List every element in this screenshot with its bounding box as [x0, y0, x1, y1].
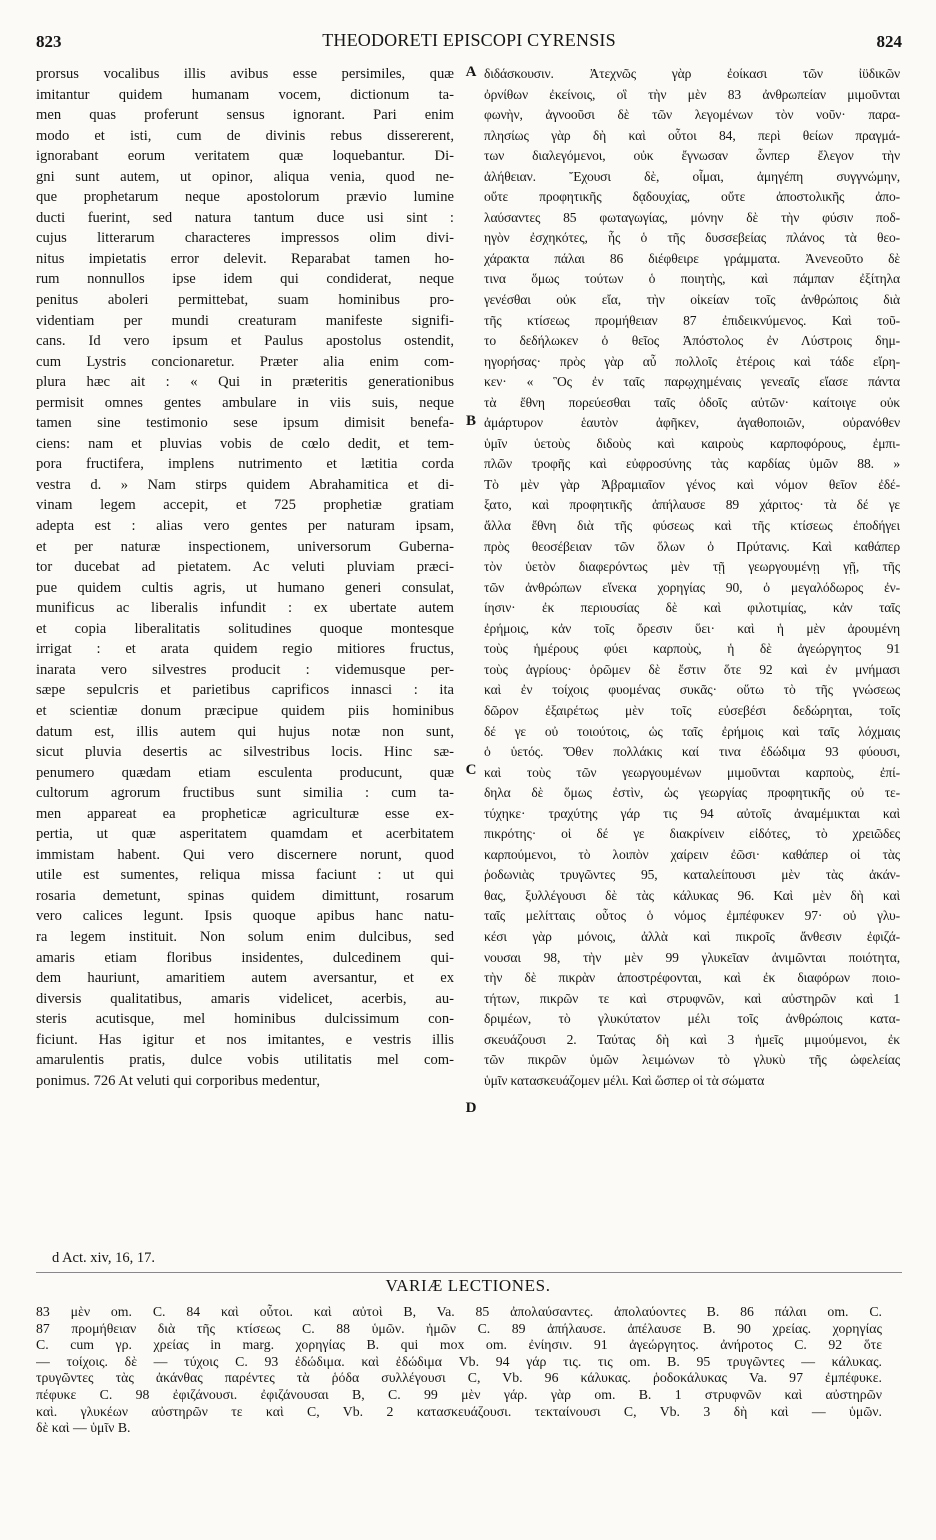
page-number-left: 823 — [36, 32, 62, 51]
greek-text-line: ῥοδωνιὰς τρυγῶντες 95, καταλείπουσι μὲν τὰς ἀκάν- — [484, 867, 900, 883]
greek-text-line: Τὸ μὲν γὰρ Ἀβραμιαῖον γένος καὶ νόμον θεῖον ἐδέ- — [484, 476, 900, 492]
greek-text-line: των διαλεγόμενοι, οὐκ ἔγνωσαν ὧνπερ ἔλεγον τὴν — [484, 148, 900, 164]
variant-reading-line: καὶ. γλυκέων αὐστηρῶν τε καὶ C, Vb. 2 κατασκευάζουσι. τεκταίνουσι C, Vb. 3 δὴ καὶ — ὑμῶν. — [36, 1403, 882, 1419]
greek-text-line: καὶ ἐν τοίχοις φυομένας συκᾶς· οὕτω τὸ τῆς γνώσεως — [484, 682, 900, 698]
greek-text-line: πλῶν τροφῆς καὶ εὐφροσύνης τὰς καρδίας ὑμῶν 88. » — [484, 456, 900, 472]
latin-text-line: amaris etiam floribus insidentes, dulcedinem qui- — [36, 949, 454, 966]
latin-text-line: sæpe sepulcris et parietibus caprificos innasci : ita — [36, 682, 454, 699]
latin-text-line: cujus litterarum characteres impressos olim divi- — [36, 230, 454, 247]
latin-text-line: immistam habent. Qui vero discernere norunt, quod — [36, 846, 454, 863]
greek-text-line: ξατο, καὶ προφητικῆς ἀπήλαυσε 89 χάριτος· τὰ δέ γε — [484, 497, 900, 513]
latin-text-line: ducti fuerint, sed natura tantum duce usi sint : — [36, 209, 454, 226]
greek-text-line: φωνὴν, ἀγνοοῦσι δὲ τῶν λεγομένων τὸν νοῦν· παρα- — [484, 107, 900, 123]
greek-text-line: τὴν δὲ πικρὰν ἀποστρέφονται, καὶ ἐκ διαφόρων ποιο- — [484, 970, 900, 986]
greek-text-line: πλησίως γὰρ δὴ καὶ οὗτοι 84, περὶ θείων πραγμά- — [484, 127, 900, 143]
latin-text-line: datum est, illis autem qui hujus notæ non sunt, — [36, 723, 454, 740]
latin-text-line: que prophetarum neque apostolorum prævio lumine — [36, 189, 454, 206]
latin-text-line: imitantur quidem humanam vocem, dictionum ta- — [36, 86, 454, 103]
latin-text-line: inarata vero silvestres producit : videmusque per- — [36, 661, 454, 678]
latin-text-line: rosaria demetunt, spinas quidem dimittunt, rosarum — [36, 887, 454, 904]
latin-text-line: men quas proferunt sensus ignorant. Pari enim — [36, 107, 454, 124]
latin-text-line: diversis qualitatibus, amaris videlicet, acerbis, au- — [36, 990, 454, 1007]
greek-text-line: τῆς κτίσεως προμήθειαν 87 ἐπιδεικνύμενος. Καὶ τοῦ- — [484, 312, 900, 328]
latin-text-line: penitus aboleri permittebat, suam hominibus pro- — [36, 292, 454, 309]
latin-text-line: pertia, ut quæ asperitatem quamdam et acerbitatem — [36, 826, 454, 843]
greek-text-line: τήτων, πικρῶν τε καὶ στρυφνῶν, καὶ αὐστηρῶν καὶ 1 — [484, 990, 900, 1006]
variant-reading-line: 87 προμήθειαν διὰ τῆς κτίσεως C. 88 ὑμῶν. ἡμῶν C. 89 ἀπήλαυσε. ἀπέλαυσε B. 90 χρείας. χορηγίας — [36, 1320, 882, 1336]
variant-reading-line: δὲ καὶ — ὑμῖν B. — [36, 1420, 131, 1436]
greek-text-line: ηγὸν ἐσχηκότες, ἧς ὁ τῆς δυσσεβείας πλάνος τὰ θεο- — [484, 230, 900, 246]
greek-text-line: χάρακτα πάλαι 86 διέφθειρε γράμματα. Ἀνενεοῦτο δὲ — [484, 250, 900, 266]
greek-text-line: καρπούμενοι, τὸ λοιπὸν χαίρειν ἐῶσι· καθάπερ οἱ τὰς — [484, 846, 900, 862]
greek-text-line: διδάσκουσιν. Ἀτεχνῶς γὰρ ἐοίκασι τῶν ἰϋδικῶν — [484, 66, 900, 81]
footnote: d Act. xiv, 16, 17. — [52, 1250, 155, 1266]
margin-letter-d: D — [465, 1100, 477, 1116]
latin-text-line: ignorabant eorum veritatem quæ loquebantur. Di- — [36, 148, 454, 165]
latin-text-line: permisit omnes gentes ambulare in viis suis, neque — [36, 394, 454, 411]
variae-lectiones-title: VARIÆ LECTIONES. — [385, 1276, 551, 1295]
section-divider — [36, 1272, 902, 1273]
latin-text-line: ponimus. 726 At veluti qui corporibus medentur, — [36, 1072, 320, 1089]
variant-reading-line: πέφυκε C. 98 ἐφιζάνουσι. ἐφιζάνουσαι B, C. 99 μὲν γάρ. γὰρ om. B. 1 στρυφνῶν καὶ αὐστηρῶν — [36, 1386, 882, 1402]
greek-text-line: κέσι γὰρ μόνοις, ἀλλὰ καὶ πικροῖς ἄνθεσιν ἐφιζά- — [484, 928, 900, 944]
greek-text-line: ίησιν· ἐκ περιουσίας δὲ καὶ φιλοτιμίας, κἀν ταῖς — [484, 600, 900, 616]
greek-text-line: λαύσαντες 85 φωταγωγίας, μόνην δὲ τὴν φύσιν ποδ- — [484, 209, 900, 225]
latin-text-line: irrigat : et arata quidem regio mitiores fructus, — [36, 641, 454, 658]
latin-text-line: amarulentis pratis, dulce vobis utilitatis mel com- — [36, 1052, 454, 1069]
greek-text-line: σκευάζουσι 2. Ταύτας δὴ καὶ 3 ἡμεῖς μιμούμενοι, ἐκ — [484, 1031, 900, 1047]
latin-text-line: nitus impietatis error delevit. Reparabat tamen ho- — [36, 250, 454, 267]
greek-text-line: ηγορήσας· πρὸς γὰρ αὖ πολλοῖς ἑτέροις καὶ τάδε εἴρη- — [484, 353, 900, 369]
latin-text-line: ciens: nam et pluvias vobis de cœlo dedit, et tem- — [36, 435, 454, 452]
greek-text-line: ἐρήμοις, κἀν τοῖς ὄρεσιν ὕει· καὶ ἡ μὲν ἀρουμένη — [484, 620, 900, 636]
greek-text-line: νουσαι 98, τὴν μὲν 99 γλυκεῖαν ἀνιμῶνται ποιότητα, — [484, 949, 900, 965]
latin-text-line: vinam legem accepit, et 725 prophetiæ gratiam — [36, 497, 454, 514]
greek-text-line: γενέσθαι οὐκ εἴα, τὴν οἰκείαν τοῖς ἀνθρώποις διὰ — [484, 292, 900, 308]
latin-text-line: vestra d. » Nam stirps quidem Abrahamitica et di- — [36, 476, 454, 493]
greek-text-line: τινα ὅμως τούτων ὁ ποιητὴς, καὶ πάμπαν ἐξίτηλα — [484, 271, 900, 287]
greek-text-line: ὑμῖν ὑετοὺς διδοὺς καὶ καιροὺς καρποφόρους, ἐμπι- — [484, 435, 900, 451]
greek-text-line: δριμέων, τὸ γλυκύτατον μέλι τοῖς ἀνθρώποις κατα- — [484, 1011, 900, 1027]
greek-text-line: καὶ τοὺς τῶν γεωργουμένων μιμοῦνται καρποὺς, ἐπί- — [484, 764, 900, 780]
latin-text-line: rum nonnullos ipse idem qui condiderat, neque — [36, 271, 454, 288]
greek-text-line: πρὸς θεοσέβειαν τῶν ὅλων ὁ Πρύτανις. Καὶ καθάπερ — [484, 538, 900, 554]
latin-text-line: utile est sumentes, reliqua missa faciunt : ut qui — [36, 867, 454, 884]
greek-text-line: τοὺς ἀγρίους· ὁρῶμεν δὲ ἔστιν ὅτε 92 καὶ ἐν μνήμασι — [484, 661, 900, 677]
latin-text-line: cum Lystris concionaretur. Præter alia enim com- — [36, 353, 454, 370]
latin-text-line: steris acutisque, mel hominibus dulcissimum con- — [36, 1011, 454, 1028]
latin-text-line: gni sunt autem, ut opinor, aliqua venia, quod ne- — [36, 168, 454, 185]
latin-text-line: prorsus vocalibus illis avibus esse persimiles, quæ — [36, 66, 454, 82]
latin-text-line: plura hæc ait : « Qui in præteritis generationibus — [36, 374, 454, 391]
variant-reading-line: 83 μὲν om. C. 84 καὶ οὗτοι. καὶ αὐτοὶ B, Va. 85 ἀπολαύσαντες. ἀπολαύοντες B. 86 πάλαι om. C. — [36, 1304, 882, 1319]
greek-text-line: ὀρνίθων ἐκείνοις, οἳ τὴν μὲν 83 ἀνθρωπείαν μιμοῦνται — [484, 86, 900, 102]
variant-reading-line: — τοίχοις. δὲ — τύχοις C. 93 ἐδώδιμα. καὶ ἐδώδιμα Vb. 94 γάρ τις. τις om. B. 95 τρυγῶντες — κάλυκας. — [36, 1353, 882, 1369]
latin-text-line: cans. Id vero ipsum et Paulus apostolus ostendit, — [36, 333, 454, 350]
latin-text-line: ra legem instituit. Non solum enim dulcibus, sed — [36, 928, 454, 945]
latin-text-line: tamen sine testimonio sese ipsum dimisit benefa- — [36, 415, 454, 432]
greek-text-line: ὑμῖν κατασκευάζομεν μέλι. Καὶ ὥσπερ οἱ τὰ σώματα — [484, 1072, 765, 1088]
latin-text-line: vero calices legunt. Ipsis quoque apibus hanc natu- — [36, 908, 454, 925]
latin-text-line: dem hauriunt, amaritiem autem aversantur, et ex — [36, 970, 454, 987]
latin-text-line: ficiunt. Has igitur et nos imitantes, e vestris illis — [36, 1031, 454, 1048]
greek-text-line: πικρότης· οἱ δέ γε διακρίνειν εἰδότες, τὸ χρειῶδες — [484, 826, 900, 842]
running-title: THEODORETI EPISCOPI CYRENSIS — [322, 30, 616, 50]
greek-text-line: τὰ ἔθνη πορεύεσθαι ταῖς ὁδοῖς αὐτῶν· καίτοιγε οὐκ — [484, 394, 900, 410]
margin-letter-c: C — [465, 762, 477, 778]
latin-text-line: et per naturæ inspectionem, universorum Guberna- — [36, 538, 454, 555]
margin-letter-b: B — [465, 413, 476, 429]
latin-column — [36, 64, 454, 1091]
greek-text-line: το δεδήλωκεν ὁ θεῖος Ἀπόστολος ἐν Λύστροις δημ- — [484, 333, 900, 349]
latin-text-line: pora fructifera, implens nutrimento et lætitia corda — [36, 456, 454, 473]
greek-text-line: τῶν πικρῶν ὑμῶν λειμώνων τὸ γλυκὺ τῆς ὠφελείας — [484, 1052, 900, 1068]
latin-text-line: tor ducebat ad pietatem. Ac veluti pluviam præci- — [36, 559, 454, 576]
greek-text-line: τῶν ἀνθρώπων εἵνεκα χορηγίας 90, ὁ μεγαλόδωρος ἐν- — [484, 579, 900, 595]
greek-text-line: θας, ξυλλέγουσι δὲ τὰς κάλυκας 96. Καὶ μὲν δὴ καὶ — [484, 887, 900, 903]
greek-text-line: ὁ ὑετός. Ὅθεν πολλάκις καί τινα ἐδώδιμα 93 φύουσι, — [484, 744, 900, 760]
greek-text-line: δηλα δὲ ὅμως ἐστὶν, ὡς γεωργίας προφητικῆς οὐ τε- — [484, 785, 900, 801]
greek-column — [484, 64, 900, 1091]
latin-text-line: adepta est : alias vero gentes per naturam ipsam, — [36, 518, 454, 535]
greek-text-line: τὸν ὑετὸν διαφερόντως μὲν τῇ γεωργουμένῃ γῇ, τῆς — [484, 559, 900, 575]
greek-text-line: τοὺς ἡμέρους φύει καρποὺς, ἡ δὲ ἀγεώργητος 91 — [484, 641, 900, 657]
page-number-right: 824 — [876, 32, 902, 51]
greek-text-line: δῶρον ἐξαιρέτως μὲν τοῖς εὐσεβέσι δεδώρηται, τοῖς — [484, 702, 900, 718]
greek-text-line: ἀμάρτυρον ἑαυτὸν ἀφῆκεν, ἀγαθοποιῶν, οὐρανόθεν — [484, 415, 900, 431]
greek-text-line: κεν· « Ὃς ἐν ταῖς παρῳχημέναις γενεαῖς εἴασε πάντα — [484, 374, 900, 390]
latin-text-line: videntiam per mundi creaturam manifeste signifi- — [36, 312, 454, 329]
latin-text-line: et copia liberalitatis solitudines quoque montesque — [36, 620, 454, 637]
greek-text-line: ἀλήθειαν. Ἔχουσι δὲ, οἶμαι, ἀμηγέπη συγγνώμην, — [484, 168, 900, 184]
latin-text-line: pue quidem cultis agris, ut humano generi consulat, — [36, 579, 454, 596]
page-header — [36, 28, 902, 58]
latin-text-line: munificus ac liberalis infundit : ex ubertate autem — [36, 600, 454, 617]
variant-reading-line: C. cum γρ. χρείας in marg. χορηγίας B. qui mox om. ἐνίησιν. 91 ἀγεώργητος. ἀνήροτος C. 92 ὅτε — [36, 1337, 882, 1353]
greek-text-line: δέ γε οὐ τοιούτοις, ὡς ταῖς ἐρήμοις καὶ ταῖς λόχμαις — [484, 723, 900, 739]
greek-text-line: οὔτε προφητικῆς δᾳδουχίας, οὔτε ἀποστολικῆς ἀπο- — [484, 189, 900, 205]
variae-lectiones — [36, 1304, 882, 1437]
variant-reading-line: τρυγῶντες τὰς ἀκάνθας παρέντες τὰ ῥόδα συλλέγουσι C, Vb. 96 κάλυκας. ῥοδοκάλυκας Va. 97 ἐμπέφυκε. — [36, 1370, 882, 1386]
latin-text-line: men appareat ea propheticæ agriculturæ esse ex- — [36, 805, 454, 822]
greek-text-line: ταῖς μελίτταις οὗτος ὁ νόμος ἐμπέφυκεν 97· οὐ γλυ- — [484, 908, 900, 924]
latin-text-line: penumero quædam etiam esculenta producunt, quæ — [36, 764, 454, 781]
latin-text-line: sicut pluvia desertis ac silvestribus locis. Hinc sæ- — [36, 744, 454, 761]
latin-text-line: cultorum agrorum fructibus sunt similia : cum ta- — [36, 785, 454, 802]
greek-text-line: τύχηκε· τραχύτης γάρ τις 94 αὐτοῖς ἀναμέμικται καὶ — [484, 805, 900, 821]
margin-letter-a: A — [465, 64, 477, 80]
greek-text-line: ἄλλα ἔθνη διὰ τῆς φύσεως καὶ τῆς κτίσεως ἐποδήγει — [484, 518, 900, 534]
latin-text-line: modo et isti, cum de divinis rebus dissererent, — [36, 127, 454, 144]
latin-text-line: et scientiæ donum præcipue quidem piis hominibus — [36, 702, 454, 719]
